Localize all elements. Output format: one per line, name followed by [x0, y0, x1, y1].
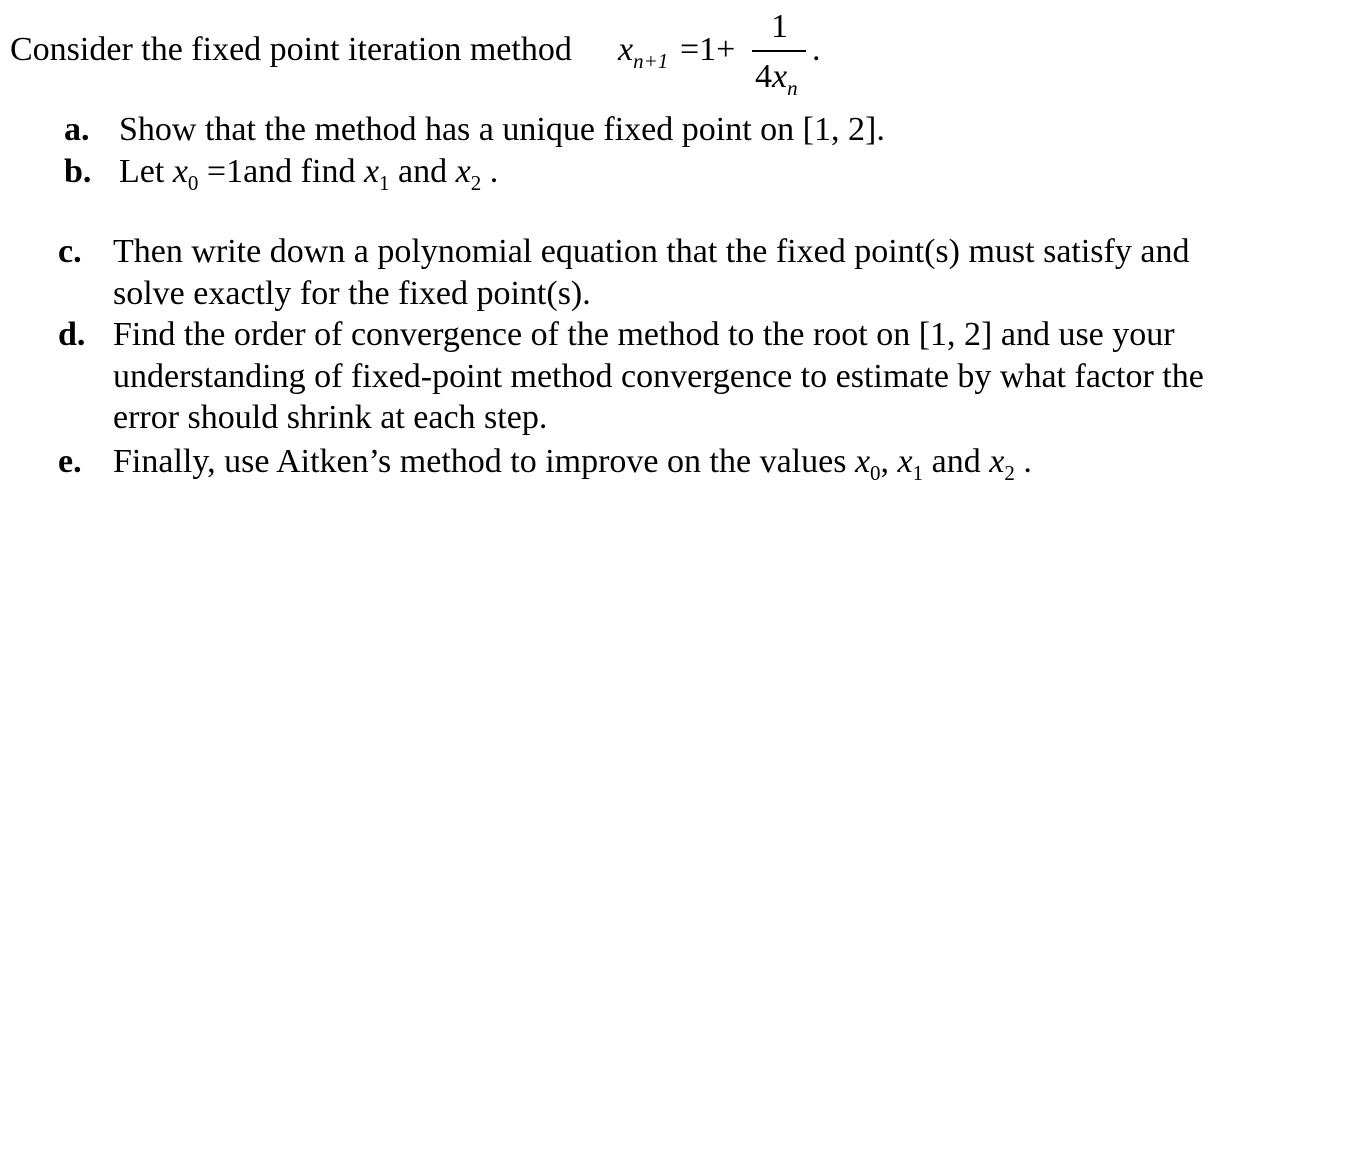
lhs-variable: x — [618, 31, 634, 68]
x0-subscript: 0 — [187, 171, 199, 195]
formula-period: . — [812, 31, 821, 68]
fraction-numerator: 1 — [771, 8, 788, 45]
item-d-line-2: understanding of fixed-point method convergence to estimate by what factor the — [113, 358, 1204, 395]
item-e-text — [113, 443, 1032, 485]
item-d-letter: d. — [58, 316, 86, 353]
and-find: and find — [243, 153, 356, 190]
item-c-letter: c. — [58, 233, 82, 270]
e-x0-subscript: 0 — [870, 461, 881, 485]
item-d-line-1: Find the order of convergence of the method to the root on [1, 2] and use your — [113, 316, 1175, 353]
equals-one: =1 — [206, 153, 244, 190]
and-word: and — [398, 153, 448, 190]
x2-variable: x — [455, 153, 471, 190]
item-a-text: Show that the method has a unique fixed point on [1, 2]. — [119, 111, 885, 148]
e-x0-variable: x — [854, 443, 871, 480]
denominator-subscript: n — [787, 76, 798, 100]
e-comma: , — [880, 443, 890, 480]
item-b-prefix: Let — [119, 153, 165, 190]
e-x2-variable: x — [989, 443, 1005, 480]
problem-intro — [10, 33, 572, 67]
x0-variable: x — [172, 153, 188, 190]
equals-one-plus: =1+ — [680, 31, 736, 68]
item-c-line-1: Then write down a polynomial equation that the fixed point(s) must satisfy and — [113, 233, 1190, 270]
x1-variable: x — [363, 153, 380, 190]
item-e-prefix: Finally, use Aitken’s method to improve on the values — [113, 443, 847, 480]
item-e-period: . — [1023, 443, 1032, 480]
e-x1-subscript: 1 — [912, 461, 924, 485]
item-b-letter: b. — [64, 153, 92, 190]
formula-equals-one-plus — [680, 33, 735, 67]
denominator-coefficient: 4 — [755, 58, 772, 95]
item-c-line-2: solve exactly for the fixed point(s). — [113, 275, 591, 312]
e-and-word: and — [931, 443, 981, 480]
x2-subscript: 2 — [470, 171, 482, 195]
e-x1-variable: x — [897, 443, 913, 480]
fraction-bar — [752, 50, 806, 52]
intro-text: Consider the fixed point iteration method — [10, 31, 572, 68]
denominator-variable: x — [772, 58, 788, 95]
lhs-subscript: n+1 — [633, 49, 669, 73]
item-a-letter: a. — [64, 111, 90, 148]
item-d-line-3: error should shrink at each step. — [113, 399, 548, 436]
e-x2-subscript: 2 — [1004, 461, 1015, 485]
item-b-text — [119, 153, 499, 195]
fraction-denominator — [755, 58, 798, 100]
iteration-formula-lhs — [618, 31, 669, 73]
item-b-period: . — [489, 153, 499, 190]
x1-subscript: 1 — [379, 171, 390, 195]
item-e-letter: e. — [58, 443, 82, 480]
